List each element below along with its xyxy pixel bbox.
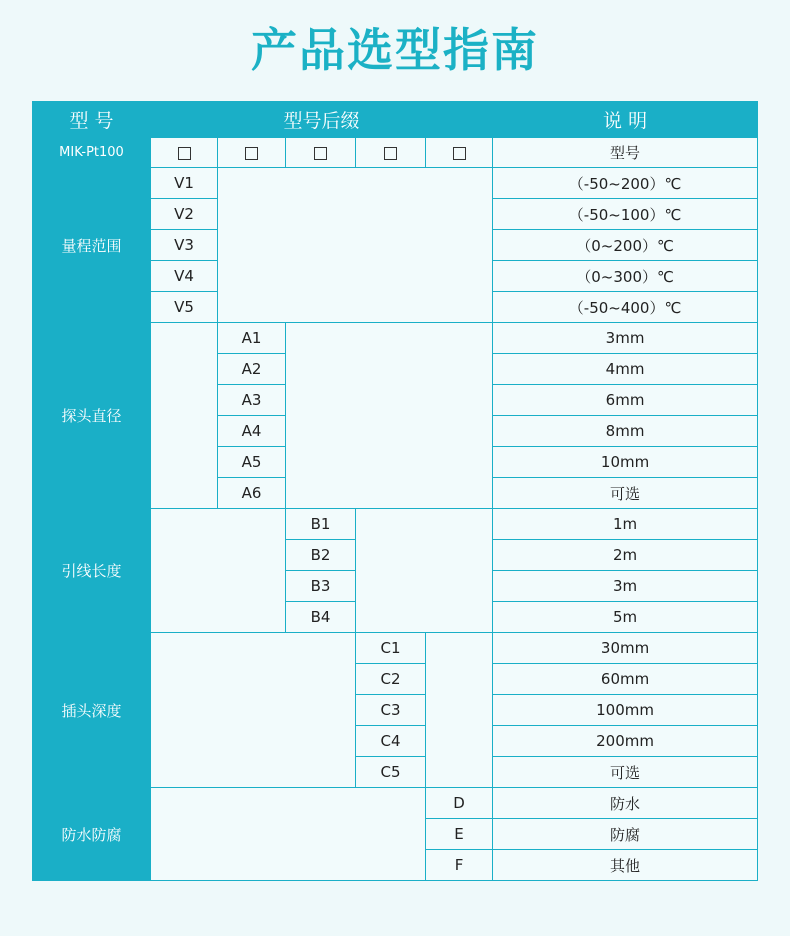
protect-desc: 防腐 xyxy=(493,819,758,850)
lead-code: B2 xyxy=(286,540,356,571)
depth-desc: 200mm xyxy=(493,726,758,757)
diameter-desc: 8mm xyxy=(493,416,758,447)
diameter-code: A3 xyxy=(218,385,286,416)
lead-blank-right xyxy=(356,509,493,633)
range-code: V3 xyxy=(151,230,218,261)
diameter-label: 探头直径 xyxy=(33,323,151,509)
suffix-box-5 xyxy=(426,138,493,168)
depth-blank-right xyxy=(426,633,493,788)
diameter-code: A6 xyxy=(218,478,286,509)
page-title: 产品选型指南 xyxy=(251,23,539,77)
header-model: 型 号 xyxy=(33,102,151,138)
depth-label: 插头深度 xyxy=(33,633,151,788)
diameter-desc: 4mm xyxy=(493,354,758,385)
lead-desc: 3m xyxy=(493,571,758,602)
lead-blank-left xyxy=(151,509,286,633)
depth-desc: 30mm xyxy=(493,633,758,664)
suffix-box-3 xyxy=(286,138,356,168)
checkbox-square-icon xyxy=(314,147,327,160)
range-desc: （0~300）℃ xyxy=(493,261,758,292)
diameter-code: A2 xyxy=(218,354,286,385)
model-name: MIK-Pt100 xyxy=(33,138,151,168)
range-desc: （-50~200）℃ xyxy=(493,168,758,199)
lead-code: B4 xyxy=(286,602,356,633)
depth-desc: 60mm xyxy=(493,664,758,695)
depth-code: C3 xyxy=(356,695,426,726)
range-code: V5 xyxy=(151,292,218,323)
protect-desc: 其他 xyxy=(493,850,758,881)
range-code: V4 xyxy=(151,261,218,292)
protect-blank xyxy=(151,788,426,881)
depth-code: C1 xyxy=(356,633,426,664)
diameter-code: A1 xyxy=(218,323,286,354)
table-row xyxy=(33,168,758,199)
diameter-blank-right xyxy=(286,323,493,509)
lead-code: B1 xyxy=(286,509,356,540)
lead-desc: 1m xyxy=(493,509,758,540)
range-desc: （0~200）℃ xyxy=(493,230,758,261)
model-row xyxy=(33,138,758,168)
checkbox-square-icon xyxy=(178,147,191,160)
suffix-box-1 xyxy=(151,138,218,168)
protect-code: F xyxy=(426,850,493,881)
checkbox-square-icon xyxy=(384,147,397,160)
diameter-desc: 可选 xyxy=(493,478,758,509)
diameter-desc: 6mm xyxy=(493,385,758,416)
suffix-box-4 xyxy=(356,138,426,168)
range-code: V2 xyxy=(151,199,218,230)
lead-code: B3 xyxy=(286,571,356,602)
lead-desc: 2m xyxy=(493,540,758,571)
range-blank xyxy=(218,168,493,323)
selection-guide-table xyxy=(32,101,758,881)
model-desc: 型号 xyxy=(493,138,758,168)
lead-desc: 5m xyxy=(493,602,758,633)
protect-desc: 防水 xyxy=(493,788,758,819)
header-suffix: 型号后缀 xyxy=(151,102,493,138)
protect-code: E xyxy=(426,819,493,850)
header-row xyxy=(33,102,758,138)
range-desc: （-50~100）℃ xyxy=(493,199,758,230)
protect-code: D xyxy=(426,788,493,819)
checkbox-square-icon xyxy=(245,147,258,160)
diameter-code: A4 xyxy=(218,416,286,447)
suffix-box-2 xyxy=(218,138,286,168)
checkbox-square-icon xyxy=(453,147,466,160)
depth-code: C5 xyxy=(356,757,426,788)
range-label: 量程范围 xyxy=(33,168,151,323)
depth-desc: 100mm xyxy=(493,695,758,726)
table-row xyxy=(33,323,758,354)
table-row xyxy=(33,788,758,819)
depth-code: C4 xyxy=(356,726,426,757)
protect-label: 防水防腐 xyxy=(33,788,151,881)
depth-code: C2 xyxy=(356,664,426,695)
diameter-desc: 10mm xyxy=(493,447,758,478)
range-code: V1 xyxy=(151,168,218,199)
table-row xyxy=(33,633,758,664)
diameter-code: A5 xyxy=(218,447,286,478)
range-desc: （-50~400）℃ xyxy=(493,292,758,323)
diameter-blank-left xyxy=(151,323,218,509)
diameter-desc: 3mm xyxy=(493,323,758,354)
header-desc: 说 明 xyxy=(493,102,758,138)
lead-label: 引线长度 xyxy=(33,509,151,633)
depth-blank-left xyxy=(151,633,356,788)
table-row xyxy=(33,509,758,540)
depth-desc: 可选 xyxy=(493,757,758,788)
